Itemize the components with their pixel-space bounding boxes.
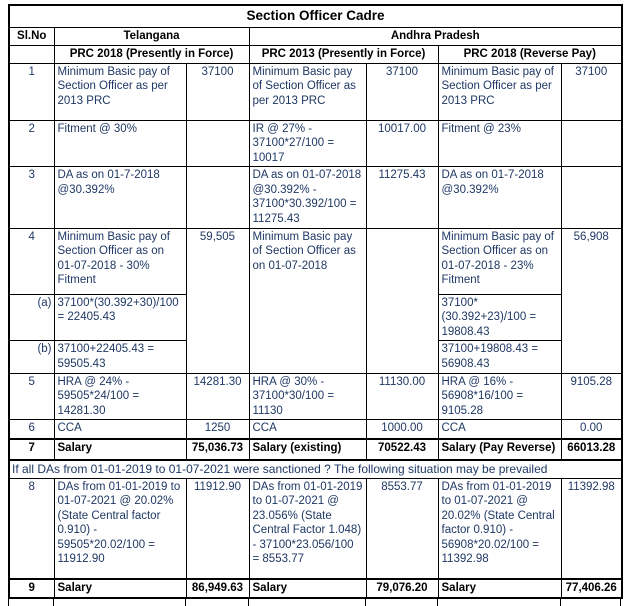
cell-r1-ap2013-desc: Minimum Basic pay of Section Officer as per 2013 PRC — [249, 63, 366, 120]
cell-r8-ap2013-desc: DAs from 01-01-2019 to 01-07-2021 @ 23.056% (State Central Factor 1.048) - 37100*23.056/100 = 8553.77 — [249, 478, 366, 579]
cell-r5-slno: 5 — [9, 373, 54, 420]
cell-r3-ap2013-value: 11275.43 — [366, 167, 438, 228]
header-row-prc — [9, 45, 622, 63]
cell-r8-ap2018-value: 11392.98 — [561, 478, 622, 579]
cell-r5-tg-desc: HRA @ 24% - 59505*24/100 = 14281.30 — [54, 373, 186, 420]
header-tg-prc-2018: PRC 2018 (Presently in Force) — [54, 45, 249, 63]
page-title: Section Officer Cadre — [9, 5, 622, 27]
cell-r5-ap2018-value: 9105.28 — [561, 373, 622, 420]
cell-r9-ap2018-desc: Salary — [438, 579, 561, 598]
header-slno-empty — [9, 45, 54, 63]
cell-r9-tg-value: 86,949.63 — [186, 579, 249, 598]
table-row — [9, 420, 622, 439]
cell-r3-tg-desc: DA as on 01-7-2018 @30.392% — [54, 167, 186, 228]
document-sheet — [8, 4, 621, 606]
header-ap-prc-2018-reverse: PRC 2018 (Reverse Pay) — [438, 45, 622, 63]
cell-r1-ap2013-value: 37100 — [366, 63, 438, 120]
da-sanction-note: If all DAs from 01-01-2019 to 01-07-2021 were sanctioned ? The following situation may be prevailed — [9, 460, 622, 478]
cell-r6-ap2013-value: 1000.00 — [366, 420, 438, 439]
header-ap-prc-2013: PRC 2013 (Presently in Force) — [249, 45, 438, 63]
gridline-stub — [365, 599, 366, 606]
cell-r7-ap2018-value: 66013.28 — [561, 439, 622, 460]
cell-r5-ap2013-value: 11130.00 — [366, 373, 438, 420]
cell-r8-ap2018-desc: DAs from 01-01-2019 to 01-07-2021 @ 20.02% (State Central factor 0.910) - 56908*20.02/100 = 11392.98 — [438, 478, 561, 579]
cell-r6-ap2018-value: 0.00 — [561, 420, 622, 439]
cell-r4-ap2018-desc: Minimum Basic pay of Section Officer as on 01-07-2018 - 23% Fitment — [438, 228, 561, 294]
cell-r3-ap2018-value — [561, 167, 622, 228]
gridline-stub — [560, 599, 561, 606]
cell-ra-ap2018-formula: 37100*(30.392+23)/100 = 19808.43 — [438, 294, 561, 341]
cell-rb-ap2018-formula: 37100+19808.43 = 56908.43 — [438, 341, 561, 373]
cell-r6-ap2018-desc: CCA — [438, 420, 561, 439]
cadre-comparison-table — [8, 4, 623, 599]
cell-r4-slno: 4 — [9, 228, 54, 294]
cell-r3-tg-value — [186, 167, 249, 228]
gridline-stub — [620, 599, 621, 606]
cell-r7-ap2018-desc: Salary (Pay Reverse) — [438, 439, 561, 460]
clipped-next-row-gridline-stubs — [8, 599, 621, 606]
header-slno: Sl.No — [9, 27, 54, 45]
cell-r8-ap2013-value: 8553.77 — [366, 478, 438, 579]
cell-r1-tg-value: 37100 — [186, 63, 249, 120]
gridline-stub — [185, 599, 186, 606]
cell-r1-ap2018-value: 37100 — [561, 63, 622, 120]
table-row — [9, 167, 622, 228]
cell-r6-tg-value: 1250 — [186, 420, 249, 439]
cell-r9-tg-desc: Salary — [54, 579, 186, 598]
cell-r7-slno: 7 — [9, 439, 54, 460]
cell-r7-tg-value: 75,036.73 — [186, 439, 249, 460]
cell-r1-tg-desc: Minimum Basic pay of Section Officer as per 2013 PRC — [54, 63, 186, 120]
cell-r6-tg-desc: CCA — [54, 420, 186, 439]
table-row — [9, 478, 622, 579]
cell-r9-ap2013-desc: Salary — [249, 579, 366, 598]
cell-r2-tg-desc: Fitment @ 30% — [54, 120, 186, 167]
note-row — [9, 460, 622, 478]
cell-r2-slno: 2 — [9, 120, 54, 167]
salary-row-final — [9, 579, 622, 598]
table-row — [9, 63, 622, 120]
cell-r5-ap2018-desc: HRA @ 16% - 56908*16/100 = 9105.28 — [438, 373, 561, 420]
cell-r4-tg-desc: Minimum Basic pay of Section Officer as on 01-07-2018 - 30% Fitment — [54, 228, 186, 294]
gridline-stub — [53, 599, 54, 606]
cell-r1-ap2018-desc: Minimum Basic pay of Section Officer as per 2013 PRC — [438, 63, 561, 120]
table-row — [9, 373, 622, 420]
cell-r7-tg-desc: Salary — [54, 439, 186, 460]
cell-r3-ap2013-desc: DA as on 01-07-2018 @30.392% - 37100*30.392/100 = 11275.43 — [249, 167, 366, 228]
cell-r9-slno: 9 — [9, 579, 54, 598]
header-row-states — [9, 27, 622, 45]
cell-rb-tg-formula: 37100+22405.43 = 59505.43 — [54, 341, 186, 373]
cell-r8-slno: 8 — [9, 478, 54, 579]
cell-r8-tg-value: 11912.90 — [186, 478, 249, 579]
cell-r4-ap2013-desc: Minimum Basic pay of Section Officer as on 01-07-2018 — [249, 228, 366, 373]
gridline-stub — [248, 599, 249, 606]
cell-r3-ap2018-desc: DA as on 01-7-2018 @30.392% — [438, 167, 561, 228]
cell-r2-tg-value — [186, 120, 249, 167]
cell-r6-slno: 6 — [9, 420, 54, 439]
cell-ra-tg-formula: 37100*(30.392+30)/100 = 22405.43 — [54, 294, 186, 341]
cell-r4-tg-value: 59,505 — [186, 228, 249, 373]
salary-row — [9, 439, 622, 460]
cell-r6-ap2013-desc: CCA — [249, 420, 366, 439]
cell-r2-ap2018-value — [561, 120, 622, 167]
header-telangana: Telangana — [54, 27, 249, 45]
cell-r9-ap2018-value: 77,406.26 — [561, 579, 622, 598]
gridline-stub — [8, 599, 9, 606]
title-row — [9, 5, 622, 27]
table-row — [9, 120, 622, 167]
cell-r2-ap2013-value: 10017.00 — [366, 120, 438, 167]
cell-r5-ap2013-desc: HRA @ 30% - 37100*30/100 = 11130 — [249, 373, 366, 420]
cell-r7-ap2013-desc: Salary (existing) — [249, 439, 366, 460]
table-row — [9, 228, 622, 294]
cell-ra-slno: (a) — [9, 294, 54, 341]
cell-r3-slno: 3 — [9, 167, 54, 228]
cell-r7-ap2013-value: 70522.43 — [366, 439, 438, 460]
cell-r1-slno: 1 — [9, 63, 54, 120]
cell-r4-ap2013-value — [366, 228, 438, 373]
cell-r2-ap2018-desc: Fitment @ 23% — [438, 120, 561, 167]
cell-rb-slno: (b) — [9, 341, 54, 373]
cell-r8-tg-desc: DAs from 01-01-2019 to 01-07-2021 @ 20.02% (State Central factor 0.910) - 59505*20.02/100 = 11912.90 — [54, 478, 186, 579]
cell-r2-ap2013-desc: IR @ 27% - 37100*27/100 = 10017 — [249, 120, 366, 167]
cell-r9-ap2013-value: 79,076.20 — [366, 579, 438, 598]
cell-r4-ap2018-value: 56,908 — [561, 228, 622, 373]
gridline-stub — [437, 599, 438, 606]
header-andhra-pradesh: Andhra Pradesh — [249, 27, 622, 45]
cell-r5-tg-value: 14281.30 — [186, 373, 249, 420]
